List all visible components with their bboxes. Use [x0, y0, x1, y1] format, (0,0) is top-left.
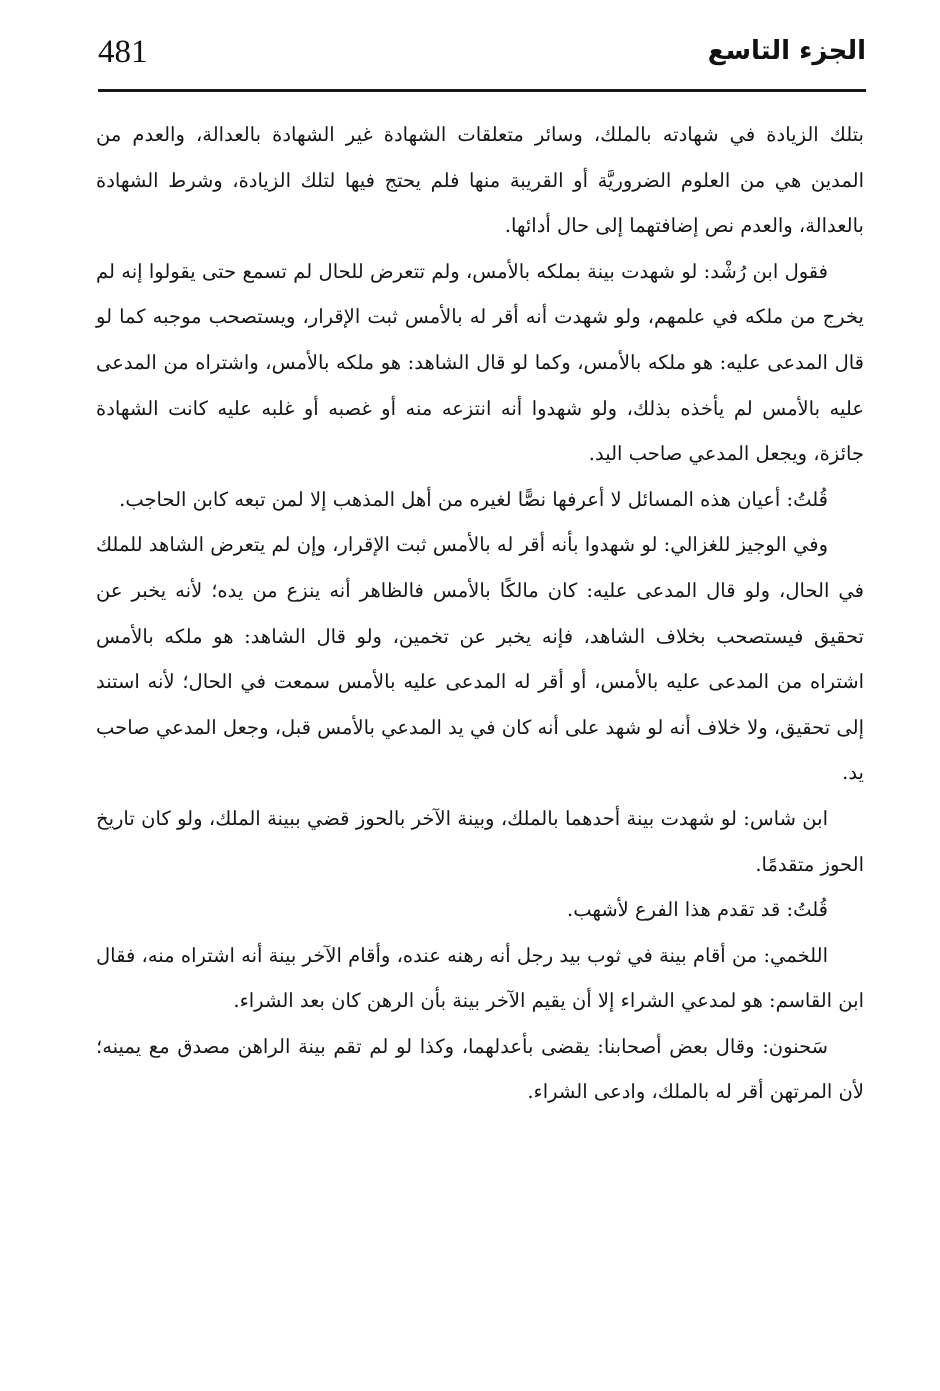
paragraph: قُلتُ: قد تقدم هذا الفرع لأشهب.	[567, 898, 828, 922]
body-text	[96, 112, 864, 1115]
paragraph: فقول ابن رُشْد: لو شهدت بينة بملكه بالأمس، ولم تتعرض للحال لم تسمع حتى يقولوا إنه لم يخرج من ملكه في علمهم، ولو شهدت أنه أقر له بالأمس ثبت الإقرار، ويستصحب موجبه كما لو قال المدعى عليه: هو ملكه بالأمس، وكما لو قال الشاهد: هو ملكه بالأمس، واشتراه من المدعى عليه بالأمس لم يأخذه بذلك، ولو شهدوا أنه انتزعه منه أو غصبه أو غلبه عليه كانت الشهادة جائزة، ويجعل المدعي صاحب اليد.	[96, 259, 864, 466]
paragraph: سَحنون: وقال بعض أصحابنا: يقضى بأعدلهما، وكذا لو لم تقم بينة الراهن مصدق مع يمينه؛ لأن المرتهن أقر له بالملك، وادعى الشراء.	[96, 1034, 864, 1104]
paragraph: اللخمي: من أقام بينة في ثوب بيد رجل أنه رهنه عنده، وأقام الآخر بينة أنه اشتراه منه، فقال ابن القاسم: هو لمدعي الشراء إلا أن يقيم الآخر بينة بأن الرهن كان بعد الشراء.	[96, 943, 864, 1013]
running-head: الجزء التاسع	[707, 36, 866, 66]
paragraph: قُلتُ: أعيان هذه المسائل لا أعرفها نصًّا لغيره من أهل المذهب إلا لمن تبعه كابن الحاجب.	[119, 487, 828, 511]
paragraph: ابن شاس: لو شهدت بينة أحدهما بالملك، وبينة الآخر بالحوز قضي ببينة الملك، ولو كان تاريخ الحوز متقدمًا.	[96, 806, 864, 876]
header-rule	[98, 89, 866, 92]
paragraph: بتلك الزيادة في شهادته بالملك، وسائر متعلقات الشهادة غير الشهادة بالعدالة، والعدم من المدين هي من العلوم الضروريَّة أو القريبة منها فلم يحتج فيها لتلك الزيادة، وشرط الشهادة بالعدالة، والعدم نص إضافتهما إلى حال أدائها.	[96, 123, 864, 238]
page-header	[98, 28, 866, 90]
page-number: 481	[98, 34, 148, 70]
paragraph: وفي الوجيز للغزالي: لو شهدوا بأنه أقر له بالأمس ثبت الإقرار، وإن لم يتعرض الشاهد للملك في الحال، ولو قال المدعى عليه: كان مالكًا بالأمس فالظاهر أنه ينزع من يده؛ لأنه يخبر عن تحقيق فيستصحب بخلاف الشاهد، فإنه يخبر عن تخمين، ولو قال الشاهد: هو ملكه بالأمس اشتراه من المدعى عليه بالأمس، أو أقر له المدعى عليه بالأمس سمعت في الحال؛ لأنه استند إلى تحقيق، ولا خلاف أنه لو شهد على أنه كان في يد المدعي بالأمس قبل، وجعل المدعي صاحب يد.	[96, 533, 864, 785]
